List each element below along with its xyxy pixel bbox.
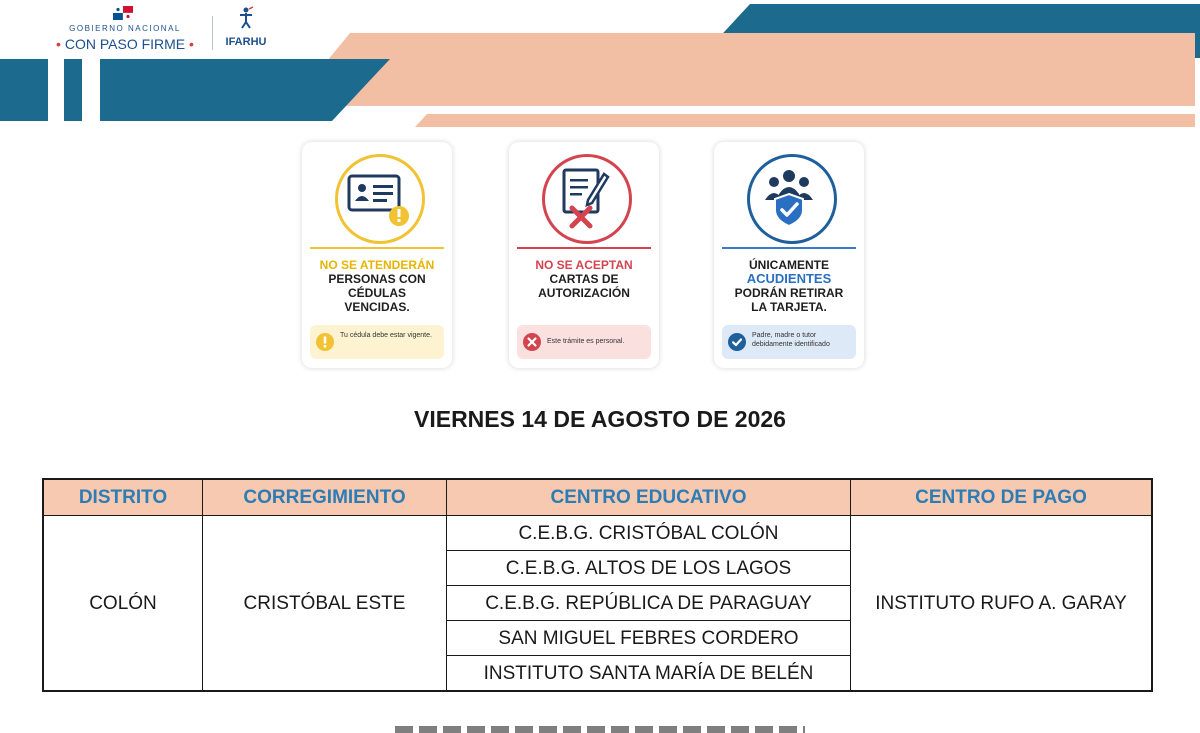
card-cartas-autorizacion	[509, 142, 659, 368]
card-line: NO SE ATENDERÁN	[319, 258, 435, 272]
date-heading: VIERNES 14 DE AGOSTO DE 2026	[414, 406, 786, 432]
corregimiento-cell: CRISTÓBAL ESTE	[203, 516, 447, 692]
card-line: AUTORIZACIÓN	[538, 286, 630, 300]
cut-off-heading	[395, 726, 805, 733]
card-cedulas-vencidas	[302, 142, 452, 368]
card-note-text: Tu cédula debe estar vigente.	[340, 332, 432, 339]
card-line: ÚNICAMENTE	[749, 258, 829, 272]
peach-thin-stripe	[415, 114, 1195, 127]
logo-divider	[212, 16, 213, 50]
x-circle-icon	[523, 333, 541, 351]
card-note	[310, 325, 444, 359]
card-note-text: Padre, madre o tutor debidamente identificado	[752, 332, 830, 348]
card-divider	[310, 247, 444, 249]
teal-block	[0, 59, 48, 121]
teal-block	[100, 59, 390, 121]
ifarhu-figure-icon	[234, 6, 258, 30]
gobierno-nacional-logo	[40, 6, 210, 54]
column-header-distrito: DISTRITO	[44, 480, 203, 515]
ifarhu-logo	[218, 4, 274, 52]
document-pen-x-icon	[542, 154, 632, 244]
card-note	[517, 325, 651, 359]
check-circle-icon	[728, 333, 746, 351]
centro-pago-cell: INSTITUTO RUFO A. GARAY	[875, 593, 1127, 614]
header-banner	[0, 0, 1200, 135]
distrito-cell: COLÓN	[44, 516, 203, 692]
card-message	[513, 258, 655, 300]
panama-flag-icon	[113, 6, 133, 20]
logo-title: • CON PASO FIRME •	[56, 36, 194, 52]
card-line: NO SE ACEPTAN	[535, 258, 633, 272]
card-line: CARTAS DE	[549, 272, 619, 286]
card-line: ACUDIENTES	[746, 271, 832, 286]
schedule-table	[42, 478, 1153, 692]
column-header-centro-educativo: CENTRO EDUCATIVO	[447, 480, 851, 515]
card-note-text: Este trámite es personal.	[547, 338, 625, 345]
card-line: LA TARJETA.	[751, 300, 827, 314]
column-header-centro-pago: CENTRO DE PAGO	[851, 480, 1151, 515]
teal-block	[64, 59, 82, 121]
centro-educativo-cell: INSTITUTO SANTA MARÍA DE BELÉN	[447, 656, 851, 692]
card-message	[718, 258, 860, 314]
ifarhu-text: IFARHU	[225, 36, 267, 48]
column-header-corregimiento: CORREGIMIENTO	[203, 480, 447, 515]
card-divider	[722, 247, 856, 249]
centro-educativo-cell: SAN MIGUEL FEBRES CORDERO	[447, 621, 851, 656]
card-line: PERSONAS CON	[328, 272, 426, 286]
id-card-warning-icon	[335, 154, 425, 244]
centro-educativo-cell: C.E.B.G. CRISTÓBAL COLÓN	[447, 516, 851, 551]
card-message	[306, 258, 448, 314]
card-line: PODRÁN RETIRAR	[734, 286, 844, 300]
card-divider	[517, 247, 651, 249]
centro-educativo-cell: C.E.B.G. REPÚBLICA DE PARAGUAY	[447, 586, 851, 621]
card-acudientes	[714, 142, 864, 368]
centro-educativo-cell: C.E.B.G. ALTOS DE LOS LAGOS	[447, 551, 851, 586]
card-note	[722, 325, 856, 359]
card-line: VENCIDAS.	[344, 300, 410, 314]
people-shield-icon	[747, 154, 837, 244]
peach-stripe	[290, 33, 1195, 106]
logo-subtitle: GOBIERNO NACIONAL	[69, 24, 181, 33]
card-line: CÉDULAS	[347, 286, 406, 300]
warning-icon	[316, 333, 334, 351]
